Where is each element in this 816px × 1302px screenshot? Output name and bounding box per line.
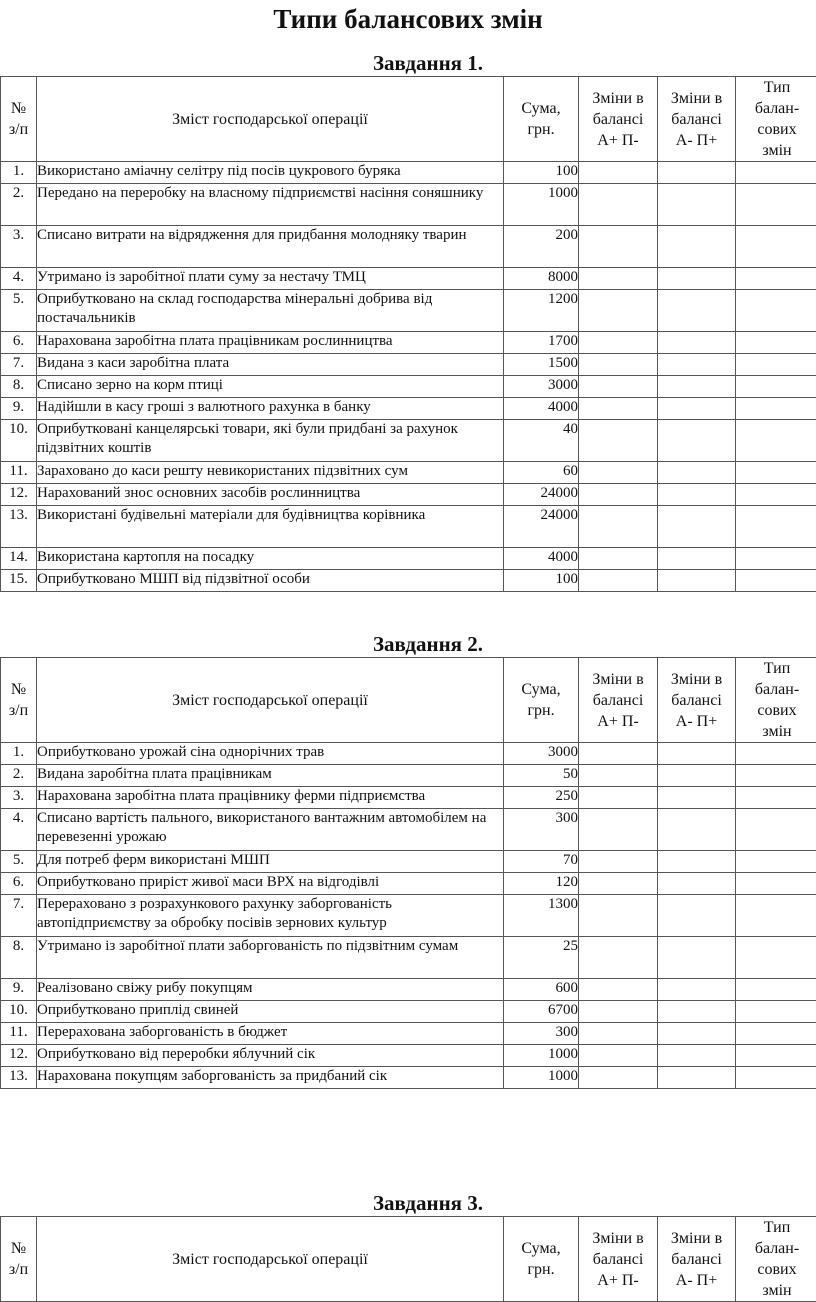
cell-a-plus-p-minus[interactable]	[579, 354, 658, 376]
row-number: 7.	[1, 354, 37, 376]
task-2-title: Завдання 2.	[0, 631, 816, 657]
row-number: 9.	[1, 979, 37, 1001]
cell-change-type[interactable]	[736, 420, 816, 462]
table-row	[1, 376, 816, 398]
cell-a-minus-p-plus[interactable]	[658, 398, 736, 420]
cell-change-type[interactable]	[736, 184, 816, 226]
cell-a-minus-p-plus[interactable]	[658, 420, 736, 462]
cell-a-plus-p-minus[interactable]	[579, 268, 658, 290]
header-sum: Сума, грн.	[504, 658, 579, 743]
row-number: 1.	[1, 162, 37, 184]
row-description: Оприбутковані канцелярські товари, які були придбані за рахунок підзвітних коштів	[37, 420, 504, 462]
row-number: 5.	[1, 851, 37, 873]
cell-a-plus-p-minus[interactable]	[579, 765, 658, 787]
row-number: 10.	[1, 420, 37, 462]
cell-a-plus-p-minus[interactable]	[579, 420, 658, 462]
row-sum: 600	[504, 979, 579, 1001]
cell-a-minus-p-plus[interactable]	[658, 873, 736, 895]
table-row	[1, 743, 816, 765]
table-row	[1, 809, 816, 851]
cell-a-minus-p-plus[interactable]	[658, 937, 736, 979]
cell-a-plus-p-minus[interactable]	[579, 809, 658, 851]
cell-a-plus-p-minus[interactable]	[579, 873, 658, 895]
row-sum: 24000	[504, 484, 579, 506]
cell-change-type[interactable]	[736, 354, 816, 376]
row-description: Надійшли в касу гроші з валютного рахунка в банку	[37, 398, 504, 420]
cell-change-type[interactable]	[736, 1045, 816, 1067]
row-description: Оприбутковано від переробки яблучний сік	[37, 1045, 504, 1067]
cell-change-type[interactable]	[736, 226, 816, 268]
row-number: 10.	[1, 1001, 37, 1023]
header-a-plus-p-minus: Зміни в балансі А+ П-	[579, 658, 658, 743]
table-row	[1, 484, 816, 506]
row-description: Оприбутковано приріст живої маси ВРХ на відгодівлі	[37, 873, 504, 895]
row-description: Реалізовано свіжу рибу покупцям	[37, 979, 504, 1001]
cell-change-type[interactable]	[736, 937, 816, 979]
row-number: 5.	[1, 290, 37, 332]
row-sum: 3000	[504, 743, 579, 765]
cell-a-plus-p-minus[interactable]	[579, 376, 658, 398]
cell-a-plus-p-minus[interactable]	[579, 1045, 658, 1067]
row-sum: 200	[504, 226, 579, 268]
cell-a-plus-p-minus[interactable]	[579, 787, 658, 809]
cell-a-minus-p-plus[interactable]	[658, 548, 736, 570]
cell-a-minus-p-plus[interactable]	[658, 1001, 736, 1023]
table-row	[1, 1001, 816, 1023]
row-description: Для потреб ферм використані МШП	[37, 851, 504, 873]
row-sum: 4000	[504, 398, 579, 420]
task-2-table	[0, 657, 816, 1089]
cell-change-type[interactable]	[736, 162, 816, 184]
task-3-table	[0, 1216, 816, 1302]
table-row	[1, 506, 816, 548]
table-row	[1, 851, 816, 873]
header-number: № з/п	[1, 658, 37, 743]
cell-change-type[interactable]	[736, 873, 816, 895]
header-number: № з/п	[1, 77, 37, 162]
row-sum: 1700	[504, 332, 579, 354]
row-sum: 100	[504, 162, 579, 184]
cell-a-minus-p-plus[interactable]	[658, 743, 736, 765]
table-header-row	[1, 658, 816, 743]
row-description: Утримано із заробітної плати заборгованість по підзвітним сумам	[37, 937, 504, 979]
table-row	[1, 873, 816, 895]
table-row	[1, 462, 816, 484]
row-number: 2.	[1, 184, 37, 226]
table-row	[1, 162, 816, 184]
row-sum: 300	[504, 1023, 579, 1045]
row-description: Використані будівельні матеріали для будівництва корівника	[37, 506, 504, 548]
header-a-minus-p-plus: Зміни в балансі А- П+	[658, 77, 736, 162]
cell-a-plus-p-minus[interactable]	[579, 548, 658, 570]
row-sum: 1500	[504, 354, 579, 376]
table-row	[1, 1067, 816, 1089]
row-sum: 300	[504, 809, 579, 851]
header-sum: Сума, грн.	[504, 1217, 579, 1302]
header-description: Зміст господарської операції	[37, 77, 504, 162]
row-description: Оприбутковано на склад господарства мінеральні добрива від постачальників	[37, 290, 504, 332]
table-row	[1, 226, 816, 268]
cell-a-minus-p-plus[interactable]	[658, 851, 736, 873]
row-sum: 60	[504, 462, 579, 484]
row-description: Передано на переробку на власному підприємстві насіння соняшнику	[37, 184, 504, 226]
header-a-minus-p-plus: Зміни в балансі А- П+	[658, 1217, 736, 1302]
row-sum: 1000	[504, 1067, 579, 1089]
table-row	[1, 765, 816, 787]
row-number: 7.	[1, 895, 37, 937]
cell-a-minus-p-plus[interactable]	[658, 184, 736, 226]
cell-change-type[interactable]	[736, 851, 816, 873]
row-sum: 1300	[504, 895, 579, 937]
row-number: 8.	[1, 937, 37, 979]
cell-a-minus-p-plus[interactable]	[658, 226, 736, 268]
row-description: Використано аміачну селітру під посів цукрового буряка	[37, 162, 504, 184]
cell-change-type[interactable]	[736, 787, 816, 809]
row-description: Видана заробітна плата працівникам	[37, 765, 504, 787]
cell-a-plus-p-minus[interactable]	[579, 398, 658, 420]
page-title: Типи балансових змін	[0, 2, 816, 36]
row-description: Нарахована покупцям заборгованість за придбаний сік	[37, 1067, 504, 1089]
row-description: Нарахована заробітна плата працівнику ферми підприємства	[37, 787, 504, 809]
cell-change-type[interactable]	[736, 506, 816, 548]
row-number: 11.	[1, 1023, 37, 1045]
cell-a-minus-p-plus[interactable]	[658, 1023, 736, 1045]
row-number: 14.	[1, 548, 37, 570]
row-sum: 3000	[504, 376, 579, 398]
cell-a-minus-p-plus[interactable]	[658, 162, 736, 184]
cell-a-plus-p-minus[interactable]	[579, 851, 658, 873]
cell-a-plus-p-minus[interactable]	[579, 743, 658, 765]
header-a-plus-p-minus: Зміни в балансі А+ П-	[579, 1217, 658, 1302]
cell-change-type[interactable]	[736, 290, 816, 332]
row-number: 11.	[1, 462, 37, 484]
header-description: Зміст господарської операції	[37, 658, 504, 743]
cell-change-type[interactable]	[736, 1067, 816, 1089]
row-description: Видана з каси заробітна плата	[37, 354, 504, 376]
row-sum: 70	[504, 851, 579, 873]
task-3-title: Завдання 3.	[0, 1190, 816, 1216]
header-number: № з/п	[1, 1217, 37, 1302]
cell-change-type[interactable]	[736, 1023, 816, 1045]
row-number: 4.	[1, 268, 37, 290]
row-number: 8.	[1, 376, 37, 398]
cell-change-type[interactable]	[736, 743, 816, 765]
row-description: Списано зерно на корм птиці	[37, 376, 504, 398]
row-number: 13.	[1, 506, 37, 548]
row-sum: 50	[504, 765, 579, 787]
row-description: Нарахована заробітна плата працівникам рослинництва	[37, 332, 504, 354]
row-number: 9.	[1, 398, 37, 420]
cell-a-minus-p-plus[interactable]	[658, 809, 736, 851]
table-row	[1, 420, 816, 462]
cell-change-type[interactable]	[736, 895, 816, 937]
row-description: Утримано із заробітної плати суму за нестачу ТМЦ	[37, 268, 504, 290]
row-sum: 120	[504, 873, 579, 895]
header-a-minus-p-plus: Зміни в балансі А- П+	[658, 658, 736, 743]
cell-a-minus-p-plus[interactable]	[658, 268, 736, 290]
cell-a-plus-p-minus[interactable]	[579, 979, 658, 1001]
table-row	[1, 354, 816, 376]
row-sum: 250	[504, 787, 579, 809]
table-row	[1, 290, 816, 332]
row-number: 3.	[1, 226, 37, 268]
header-a-plus-p-minus: Зміни в балансі А+ П-	[579, 77, 658, 162]
cell-a-minus-p-plus[interactable]	[658, 506, 736, 548]
row-sum: 40	[504, 420, 579, 462]
cell-a-plus-p-minus[interactable]	[579, 570, 658, 592]
cell-a-minus-p-plus[interactable]	[658, 376, 736, 398]
cell-a-plus-p-minus[interactable]	[579, 506, 658, 548]
row-number: 4.	[1, 809, 37, 851]
cell-change-type[interactable]	[736, 979, 816, 1001]
cell-a-plus-p-minus[interactable]	[579, 937, 658, 979]
header-description: Зміст господарської операції	[37, 1217, 504, 1302]
row-sum: 8000	[504, 268, 579, 290]
cell-change-type[interactable]	[736, 376, 816, 398]
cell-change-type[interactable]	[736, 809, 816, 851]
cell-change-type[interactable]	[736, 268, 816, 290]
row-description: Списано витрати на відрядження для придбання молодняку тварин	[37, 226, 504, 268]
cell-change-type[interactable]	[736, 484, 816, 506]
cell-change-type[interactable]	[736, 570, 816, 592]
cell-a-plus-p-minus[interactable]	[579, 226, 658, 268]
cell-change-type[interactable]	[736, 462, 816, 484]
table-row	[1, 570, 816, 592]
cell-a-plus-p-minus[interactable]	[579, 332, 658, 354]
cell-change-type[interactable]	[736, 765, 816, 787]
cell-a-plus-p-minus[interactable]	[579, 290, 658, 332]
cell-a-plus-p-minus[interactable]	[579, 462, 658, 484]
cell-a-minus-p-plus[interactable]	[658, 354, 736, 376]
row-description: Зараховано до каси решту невикористаних підзвітних сум	[37, 462, 504, 484]
cell-a-minus-p-plus[interactable]	[658, 1045, 736, 1067]
table-row	[1, 895, 816, 937]
cell-a-minus-p-plus[interactable]	[658, 787, 736, 809]
cell-change-type[interactable]	[736, 332, 816, 354]
row-description: Перераховано з розрахункового рахунку заборгованість автопідприємству за обробку посівів зернових культур	[37, 895, 504, 937]
row-description: Оприбутковано МШП від підзвітної особи	[37, 570, 504, 592]
table-header-row	[1, 1217, 816, 1302]
cell-change-type[interactable]	[736, 548, 816, 570]
row-number: 2.	[1, 765, 37, 787]
row-number: 12.	[1, 1045, 37, 1067]
table-row	[1, 937, 816, 979]
cell-a-plus-p-minus[interactable]	[579, 184, 658, 226]
row-number: 1.	[1, 743, 37, 765]
header-change-type: Тип балан- сових змін	[736, 658, 816, 743]
header-change-type: Тип балан- сових змін	[736, 77, 816, 162]
row-number: 6.	[1, 332, 37, 354]
row-sum: 6700	[504, 1001, 579, 1023]
row-sum: 25	[504, 937, 579, 979]
table-row	[1, 398, 816, 420]
row-sum: 100	[504, 570, 579, 592]
cell-a-plus-p-minus[interactable]	[579, 1067, 658, 1089]
cell-a-minus-p-plus[interactable]	[658, 484, 736, 506]
row-number: 6.	[1, 873, 37, 895]
task-1-title: Завдання 1.	[0, 50, 816, 76]
task-1-table	[0, 76, 816, 592]
cell-a-plus-p-minus[interactable]	[579, 1001, 658, 1023]
row-sum: 24000	[504, 506, 579, 548]
row-sum: 1200	[504, 290, 579, 332]
row-description: Оприбутковано приплід свиней	[37, 1001, 504, 1023]
row-number: 12.	[1, 484, 37, 506]
table-header-row	[1, 77, 816, 162]
cell-a-plus-p-minus[interactable]	[579, 162, 658, 184]
row-description: Списано вартість пального, використаного вантажним автомобілем на перевезенні урожаю	[37, 809, 504, 851]
cell-a-minus-p-plus[interactable]	[658, 1067, 736, 1089]
cell-a-minus-p-plus[interactable]	[658, 979, 736, 1001]
row-sum: 4000	[504, 548, 579, 570]
row-number: 15.	[1, 570, 37, 592]
cell-a-plus-p-minus[interactable]	[579, 1023, 658, 1045]
cell-a-minus-p-plus[interactable]	[658, 895, 736, 937]
row-description: Оприбутковано урожай сіна однорічних трав	[37, 743, 504, 765]
cell-change-type[interactable]	[736, 1001, 816, 1023]
row-number: 13.	[1, 1067, 37, 1089]
table-row	[1, 979, 816, 1001]
cell-a-plus-p-minus[interactable]	[579, 484, 658, 506]
cell-a-minus-p-plus[interactable]	[658, 570, 736, 592]
cell-a-minus-p-plus[interactable]	[658, 290, 736, 332]
table-row	[1, 548, 816, 570]
table-row	[1, 268, 816, 290]
cell-a-minus-p-plus[interactable]	[658, 332, 736, 354]
header-sum: Сума, грн.	[504, 77, 579, 162]
cell-a-minus-p-plus[interactable]	[658, 462, 736, 484]
table-row	[1, 787, 816, 809]
row-sum: 1000	[504, 1045, 579, 1067]
header-change-type: Тип балан- сових змін	[736, 1217, 816, 1302]
row-description: Нарахований знос основних засобів рослинництва	[37, 484, 504, 506]
row-sum: 1000	[504, 184, 579, 226]
table-row	[1, 184, 816, 226]
cell-change-type[interactable]	[736, 398, 816, 420]
row-number: 3.	[1, 787, 37, 809]
table-row	[1, 1023, 816, 1045]
row-description: Використана картопля на посадку	[37, 548, 504, 570]
row-description: Перерахована заборгованість в бюджет	[37, 1023, 504, 1045]
cell-a-minus-p-plus[interactable]	[658, 765, 736, 787]
table-row	[1, 1045, 816, 1067]
table-row	[1, 332, 816, 354]
cell-a-plus-p-minus[interactable]	[579, 895, 658, 937]
